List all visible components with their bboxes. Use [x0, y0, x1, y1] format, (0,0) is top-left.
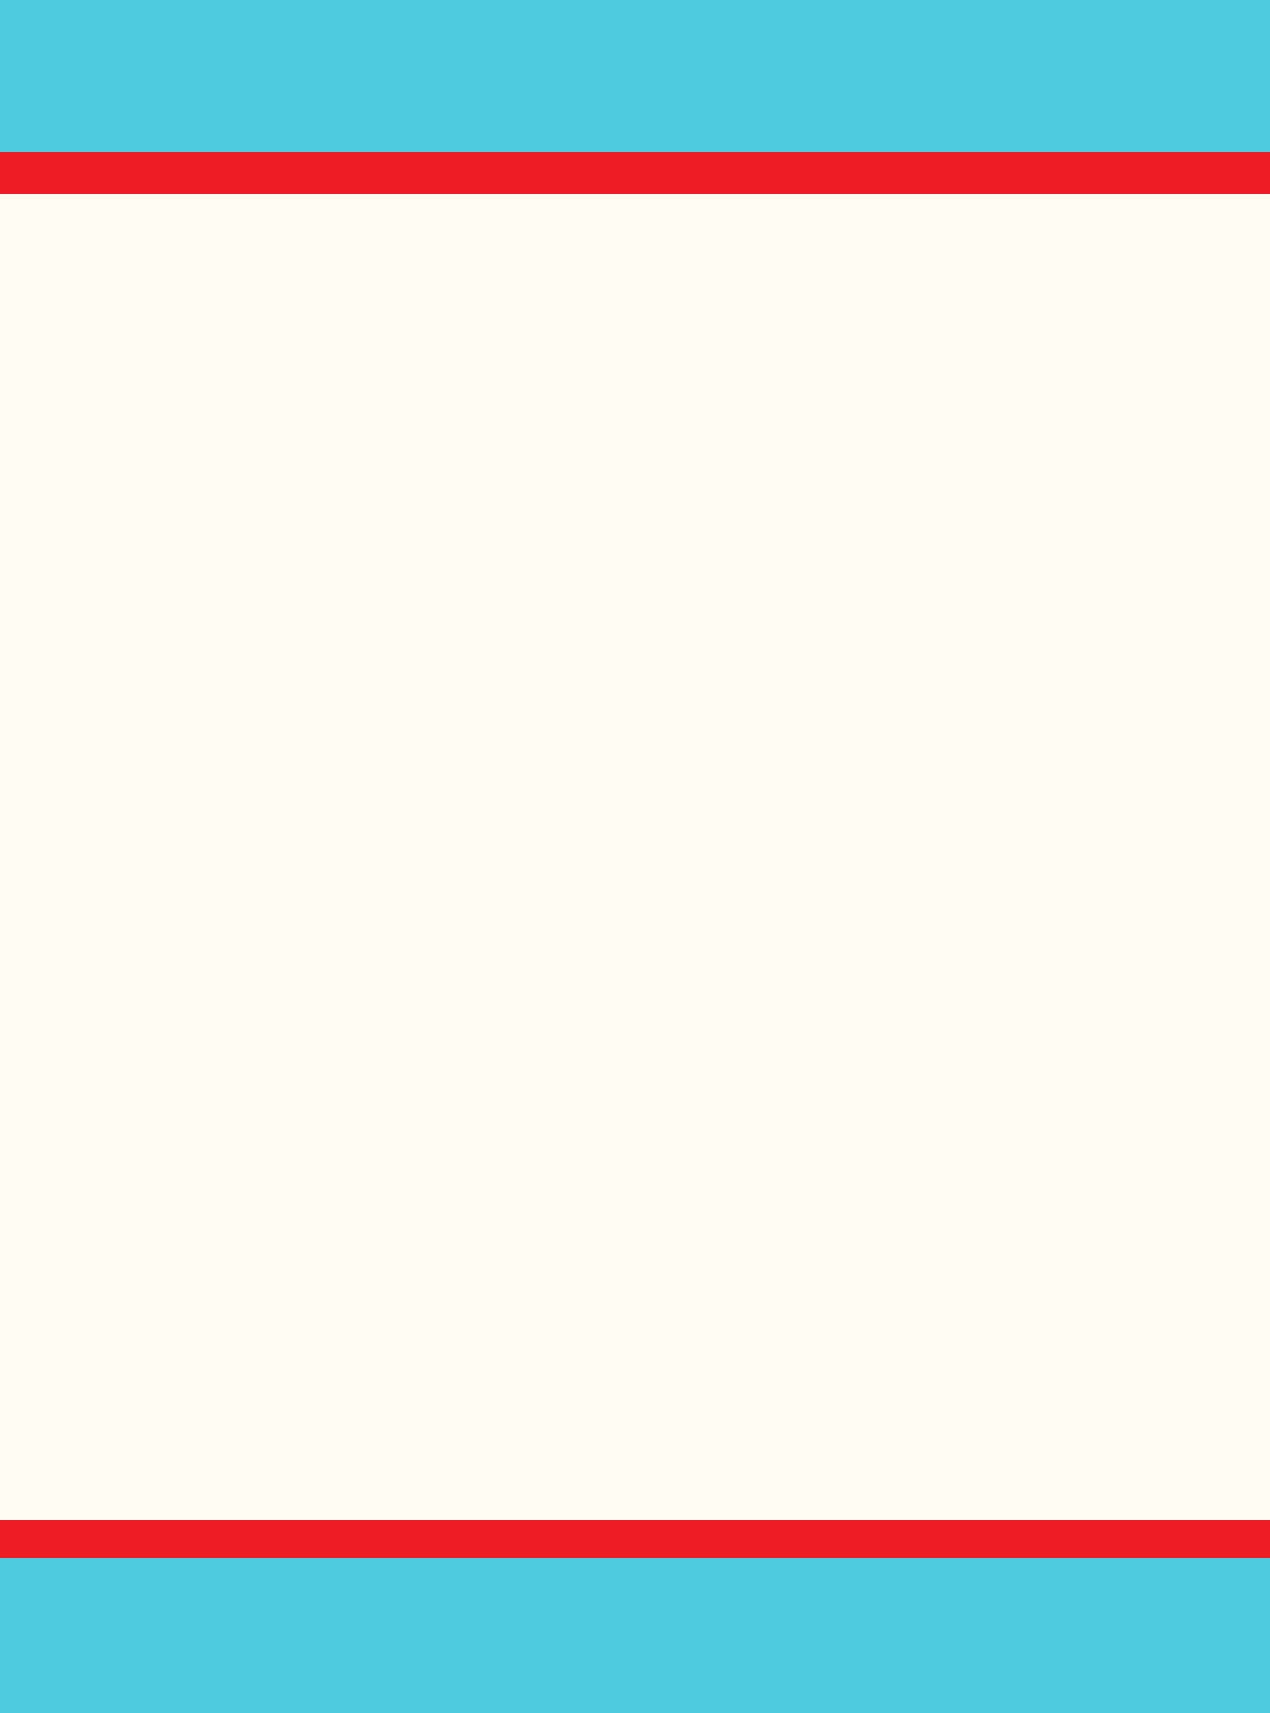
top-stars-decoration	[0, 0, 1270, 152]
page-content	[124, 240, 1180, 262]
bottom-stars-decoration	[0, 1558, 1270, 1713]
top-red-stripe	[0, 152, 1270, 194]
top-star-band	[0, 0, 1270, 152]
bottom-red-stripe	[0, 1520, 1270, 1560]
bottom-star-band	[0, 1558, 1270, 1713]
